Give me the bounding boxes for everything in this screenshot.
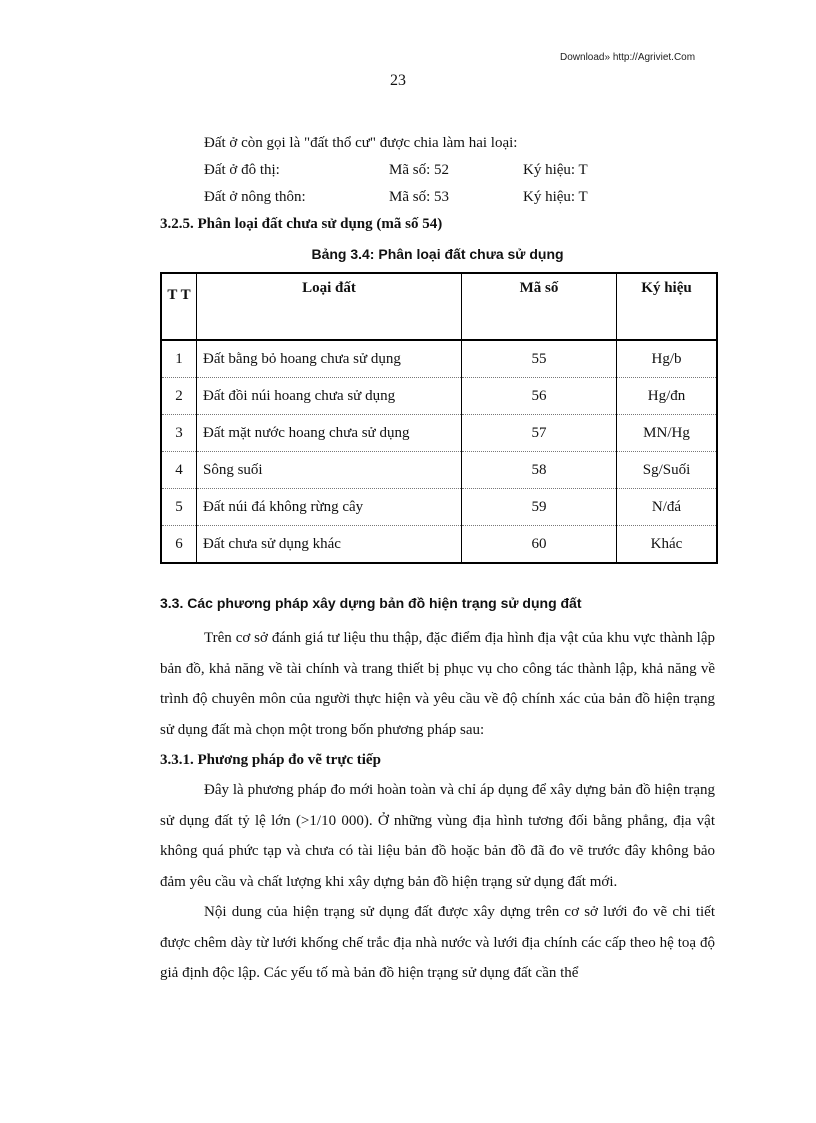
page-content xyxy=(160,130,715,989)
row-symbol: Ký hiệu: T xyxy=(523,162,588,178)
page-number: 23 xyxy=(390,72,406,89)
cell-type: Đất núi đá không rừng cây xyxy=(197,489,462,526)
cell-type: Đất mặt nước hoang chưa sử dụng xyxy=(197,415,462,452)
intro-row-rural xyxy=(160,184,715,211)
cell-tt: 1 xyxy=(161,340,197,378)
cell-tt: 3 xyxy=(161,415,197,452)
header-symbol: Ký hiệu xyxy=(617,273,718,340)
cell-code: 57 xyxy=(462,415,617,452)
row-name: Đất ở đô thị: xyxy=(204,162,280,178)
cell-tt: 5 xyxy=(161,489,197,526)
section-33-paragraph: Trên cơ sở đánh giá tư liệu thu thập, đặc điểm địa hình địa vật của khu vực thành lập bản đồ, khả năng về tài chính và trang thiết bị phục vụ cho công tác thành lập, khả năng về trình độ chuyên môn của người thực hiện và yêu cầu về độ chính xác của bản đồ hiện trạng sử dụng đất mà chọn một trong bốn phương pháp sau: xyxy=(160,630,715,738)
section-331-title: 3.3.1. Phương pháp đo vẽ trực tiếp xyxy=(160,752,381,768)
cell-symbol: MN/Hg xyxy=(617,415,718,452)
cell-type: Sông suối xyxy=(197,452,462,489)
section-325-title: 3.2.5. Phân loại đất chưa sử dụng (mã số 54) xyxy=(160,216,443,232)
cell-symbol: Sg/Suối xyxy=(617,452,718,489)
cell-code: 55 xyxy=(462,340,617,378)
cell-code: 60 xyxy=(462,526,617,564)
table-row xyxy=(161,489,717,526)
row-symbol: Ký hiệu: T xyxy=(523,189,588,205)
cell-symbol: Hg/đn xyxy=(617,378,718,415)
section-331-paragraph-1: Đây là phương pháp đo mới hoàn toàn và chỉ áp dụng để xây dựng bản đồ hiện trạng sử dụng đất tỷ lệ lớn (>1/10 000). Ở những vùng địa hình tương đối bằng phẳng, địa vật không quá phức tạp và chưa có tài liệu bản đồ hoặc bản đồ đã đo vẽ trước đây không bảo đảm yêu cầu và chất lượng khi xây dựng bản đồ hiện trạng sử dụng đất mới. xyxy=(160,782,715,890)
cell-tt: 4 xyxy=(161,452,197,489)
cell-symbol: N/đá xyxy=(617,489,718,526)
table-row xyxy=(161,415,717,452)
table-header-row xyxy=(161,273,717,340)
cell-type: Đất chưa sử dụng khác xyxy=(197,526,462,564)
cell-tt: 6 xyxy=(161,526,197,564)
cell-type: Đất đồi núi hoang chưa sử dụng xyxy=(197,378,462,415)
table-row xyxy=(161,378,717,415)
table-caption: Bảng 3.4: Phân loại đất chưa sử dụng xyxy=(311,246,564,262)
download-link[interactable]: Download» http://Agriviet.Com xyxy=(560,52,696,63)
section-33-title: 3.3. Các phương pháp xây dựng bản đồ hiện trạng sử dụng đất xyxy=(160,595,582,611)
cell-code: 56 xyxy=(462,378,617,415)
intro-row-urban xyxy=(160,157,715,184)
row-code: Mã số: 53 xyxy=(389,189,449,205)
cell-symbol: Hg/b xyxy=(617,340,718,378)
row-name: Đất ở nông thôn: xyxy=(204,189,306,205)
cell-type: Đất bằng bỏ hoang chưa sử dụng xyxy=(197,340,462,378)
table-row xyxy=(161,526,717,564)
intro-line: Đất ở còn gọi là "đất thổ cư" được chia làm hai loại: xyxy=(204,135,518,151)
cell-code: 58 xyxy=(462,452,617,489)
row-code: Mã số: 52 xyxy=(389,162,449,178)
header-tt: T T xyxy=(161,273,197,340)
cell-tt: 2 xyxy=(161,378,197,415)
land-table xyxy=(160,272,718,564)
table-row xyxy=(161,452,717,489)
header-type: Loại đất xyxy=(197,273,462,340)
section-331-paragraph-2: Nội dung của hiện trạng sử dụng đất được xây dựng trên cơ sở lưới đo vẽ chi tiết được chêm dày từ lưới khống chế trắc địa nhà nước và lưới địa chính các cấp theo hệ toạ độ giả định độc lập. Các yếu tố mà bản đồ hiện trạng sử dụng đất cần thể xyxy=(160,904,715,981)
cell-symbol: Khác xyxy=(617,526,718,564)
header-code: Mã số xyxy=(462,273,617,340)
cell-code: 59 xyxy=(462,489,617,526)
table-row xyxy=(161,340,717,378)
